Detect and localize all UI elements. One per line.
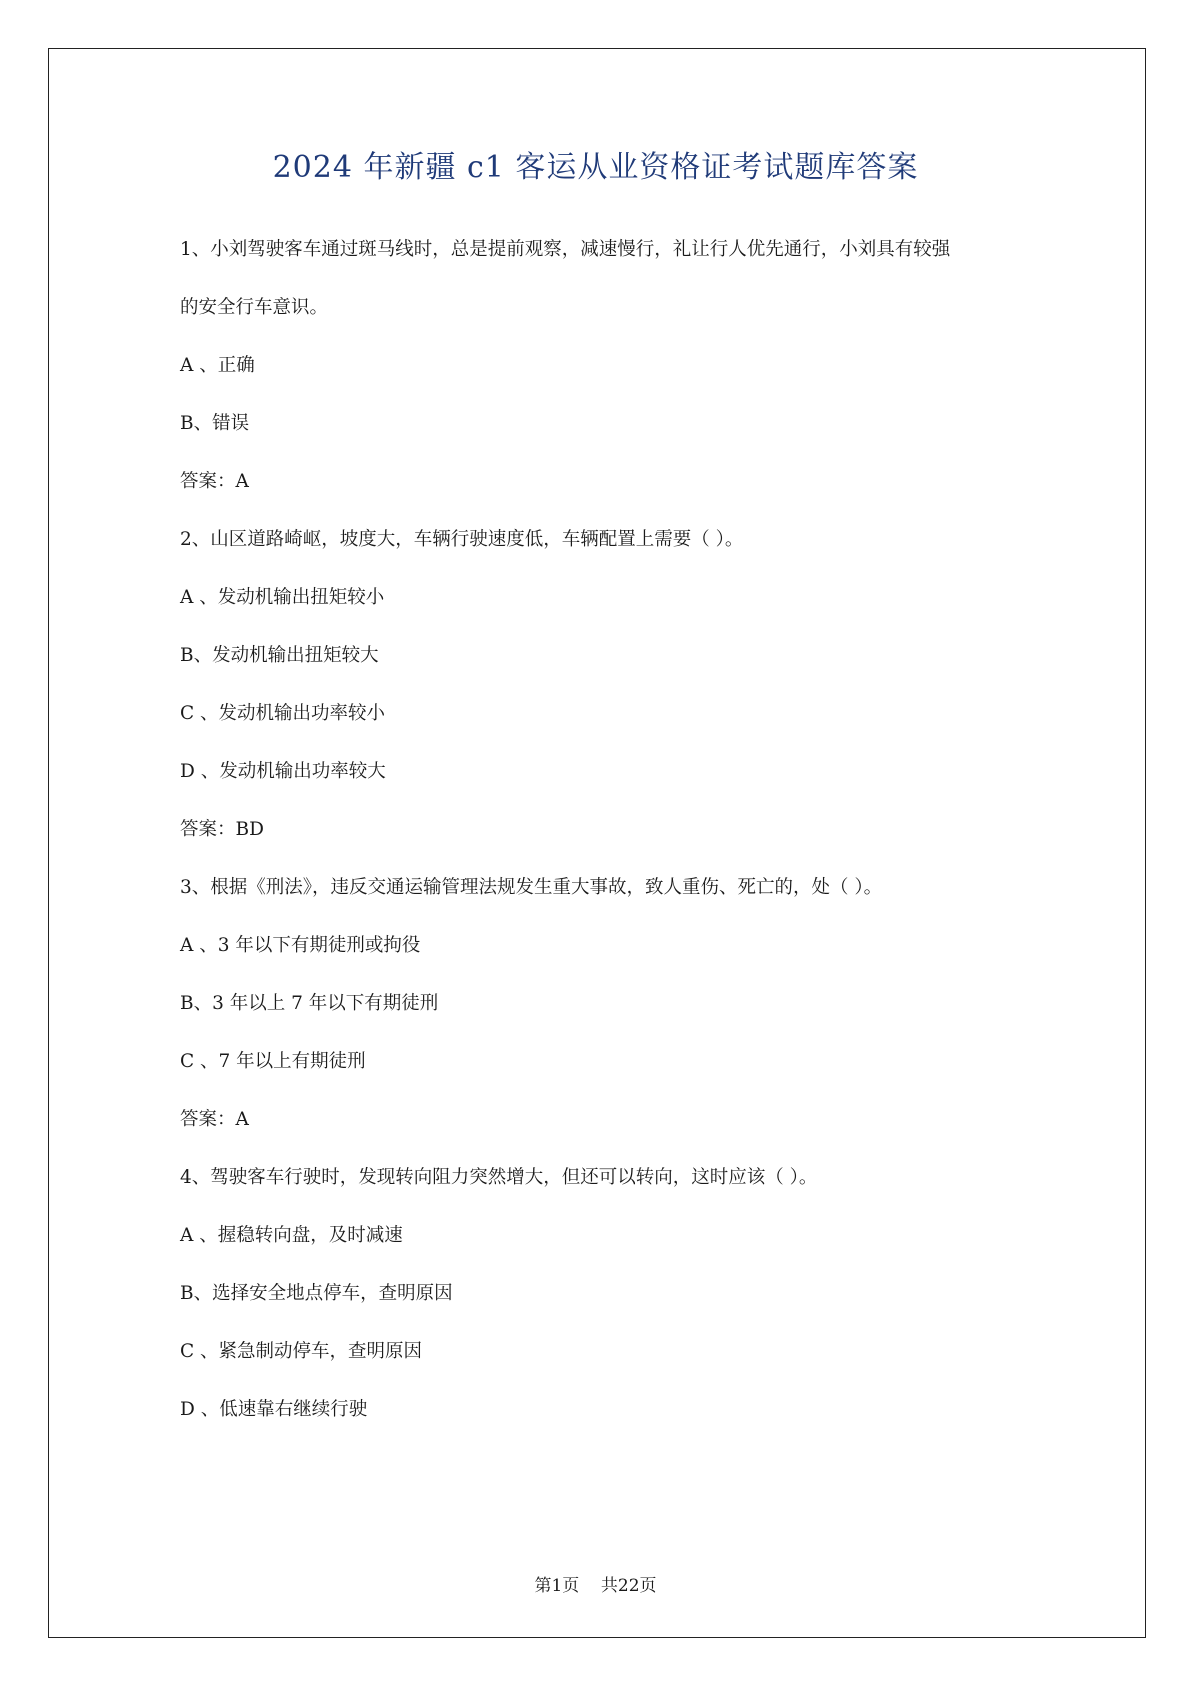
- question-1-text-line-2: 的安全行车意识。: [180, 297, 329, 318]
- question-3-answer: 答案：A: [180, 1109, 249, 1130]
- document-title: 2024 年新疆 c1 客运从业资格证考试题库答案: [272, 150, 919, 185]
- question-4-option-a: A 、握稳转向盘，及时减速: [180, 1225, 403, 1246]
- question-2-option-a: A 、发动机输出扭矩较小: [180, 587, 385, 608]
- question-4-text: 4、驾驶客车行驶时，发现转向阻力突然增大，但还可以转向，这时应该（ ）。: [180, 1167, 818, 1188]
- question-3-option-c: C 、7 年以上有期徒刑: [180, 1051, 366, 1072]
- page-footer: 第1页 共22页: [534, 1576, 657, 1596]
- question-1-answer: 答案：A: [180, 471, 249, 492]
- question-2-option-d: D 、发动机输出功率较大: [180, 761, 386, 782]
- question-4-option-c: C 、紧急制动停车，查明原因: [180, 1341, 423, 1362]
- question-3-option-a: A 、3 年以下有期徒刑或拘役: [180, 935, 421, 956]
- question-3-option-b: B、3 年以上 7 年以下有期徒刑: [180, 993, 439, 1014]
- question-1-option-a: A 、正确: [180, 355, 255, 376]
- question-1-option-b: B、错误: [180, 413, 250, 434]
- question-4-option-b: B、选择安全地点停车，查明原因: [180, 1283, 453, 1304]
- question-2-option-b: B、发动机输出扭矩较大: [180, 645, 379, 666]
- question-2-answer: 答案：BD: [180, 819, 264, 840]
- question-1-text-line-1: 1、小刘驾驶客车通过斑马线时，总是提前观察，减速慢行，礼让行人优先通行，小刘具有较强: [180, 239, 951, 260]
- question-2-text: 2、山区道路崎岖，坡度大，车辆行驶速度低，车辆配置上需要（ ）。: [180, 529, 744, 550]
- question-2-option-c: C 、发动机输出功率较小: [180, 703, 386, 724]
- question-3-text: 3、根据《刑法》，违反交通运输管理法规发生重大事故，致人重伤、死亡的，处（ ）。: [180, 877, 883, 898]
- question-4-option-d: D 、低速靠右继续行驶: [180, 1399, 368, 1420]
